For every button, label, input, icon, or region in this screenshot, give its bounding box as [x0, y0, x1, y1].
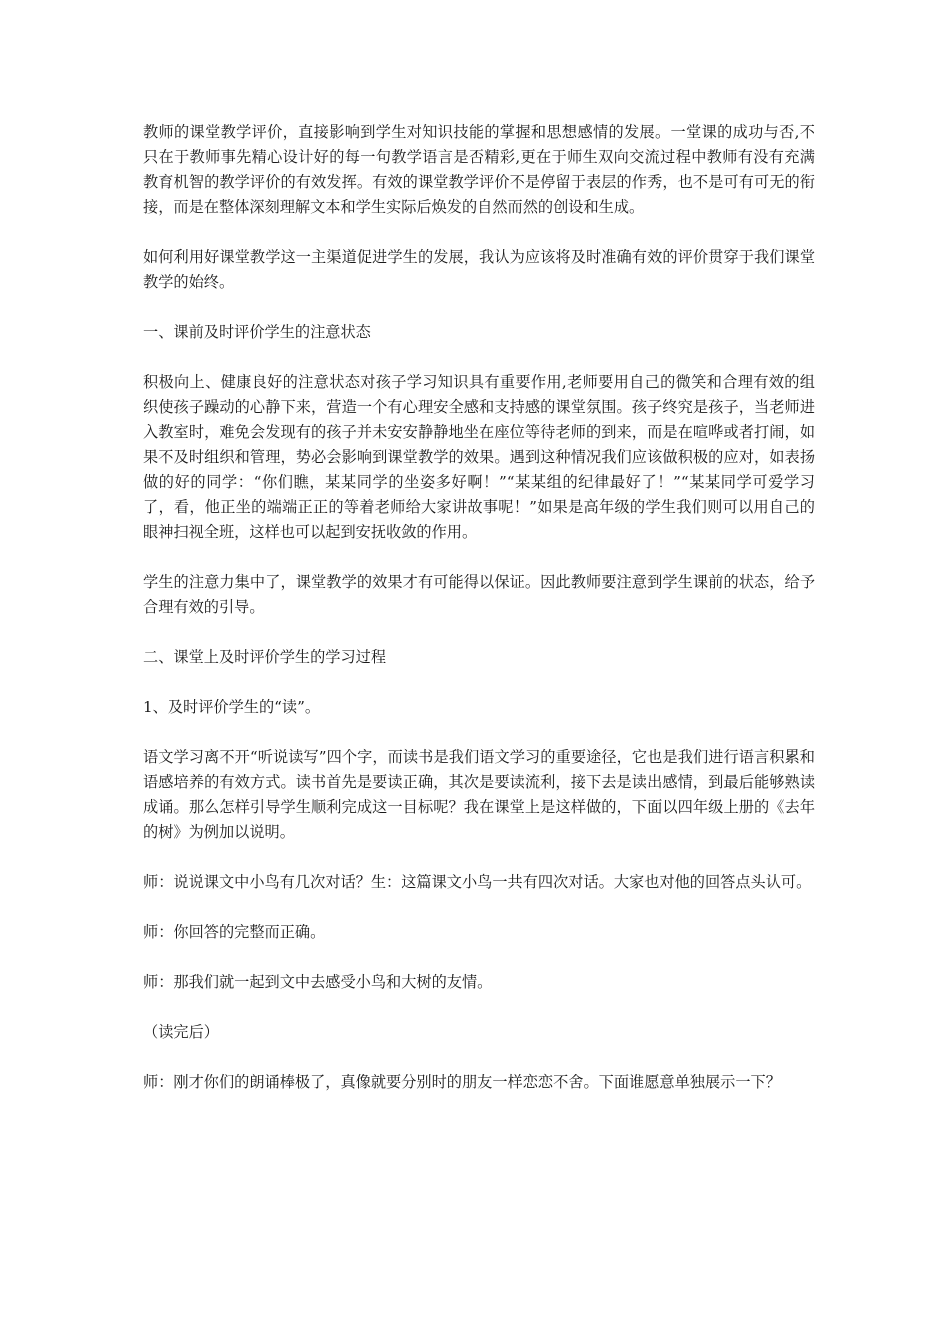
dialogue-line-3: 师：那我们就一起到文中去感受小鸟和大树的友情。 [143, 973, 493, 991]
stage-note: （读完后） [143, 1023, 219, 1041]
subsection-heading-1: 1、及时评价学生的“读”。 [143, 698, 321, 716]
document-body [143, 120, 815, 1120]
paragraph-thesis: 如何利用好课堂教学这一主渠道促进学生的发展，我认为应该将及时准确有效的评价贯穿于我们课堂教学的始终。 [143, 248, 815, 291]
dialogue-line-4: 师：刚才你们的朗诵棒极了，真像就要分别时的朋友一样恋恋不舍。下面谁愿意单独展示一下？ [143, 1073, 781, 1091]
section-heading-1: 一、课前及时评价学生的注意状态 [143, 323, 371, 341]
paragraph-reading: 语文学习离不开“听说读写”四个字，而读书是我们语文学习的重要途径，它也是我们进行语言积累和语感培养的有效方式。读书首先是要读正确，其次是要读流利，接下去是读出感情，到最后能够熟读成诵。那么怎样引导学生顺利完成这一目标呢？我在课堂上是这样做的，下面以四年级上册的《去年的树》为例加以说明。 [143, 748, 815, 841]
dialogue-line-1: 师：说说课文中小鸟有几次对话？生：这篇课文小鸟一共有四次对话。大家也对他的回答点头认可。 [143, 873, 812, 891]
dialogue-line-2: 师：你回答的完整而正确。 [143, 923, 326, 941]
section-heading-2: 二、课堂上及时评价学生的学习过程 [143, 648, 386, 666]
paragraph-attention-state: 积极向上、健康良好的注意状态对孩子学习知识具有重要作用,老师要用自己的微笑和合理有效的组织使孩子躁动的心静下来，营造一个有心理安全感和支持感的课堂氛围。孩子终究是孩子，当老师进入教室时，难免会发现有的孩子并未安安静静地坐在座位等待老师的到来，而是在喧哗或者打闹，如果不及时组织和管理，势必会影响到课堂教学的效果。遇到这种情况我们应该做积极的应对，如表扬做的好的同学：“你们瞧，某某同学的坐姿多好啊！”“某某组的纪律最好了！”“某某同学可爱学习了，看，他正坐的端端正正的等着老师给大家讲故事呢！”如果是高年级的学生我们则可以用自己的眼神扫视全班，这样也可以起到安抚收敛的作用。 [143, 373, 815, 541]
paragraph-intro: 教师的课堂教学评价，直接影响到学生对知识技能的掌握和思想感情的发展。一堂课的成功与否,不只在于教师事先精心设计好的每一句教学语言是否精彩,更在于师生双向交流过程中教师有没有充满教育机智的教学评价的有效发挥。有效的课堂教学评价不是停留于表层的作秀，也不是可有可无的衔接，而是在整体深刻理解文本和学生实际后焕发的自然而然的创设和生成。 [143, 123, 815, 216]
paragraph-attention-result: 学生的注意力集中了，课堂教学的效果才有可能得以保证。因此教师要注意到学生课前的状态，给予合理有效的引导。 [143, 573, 815, 616]
